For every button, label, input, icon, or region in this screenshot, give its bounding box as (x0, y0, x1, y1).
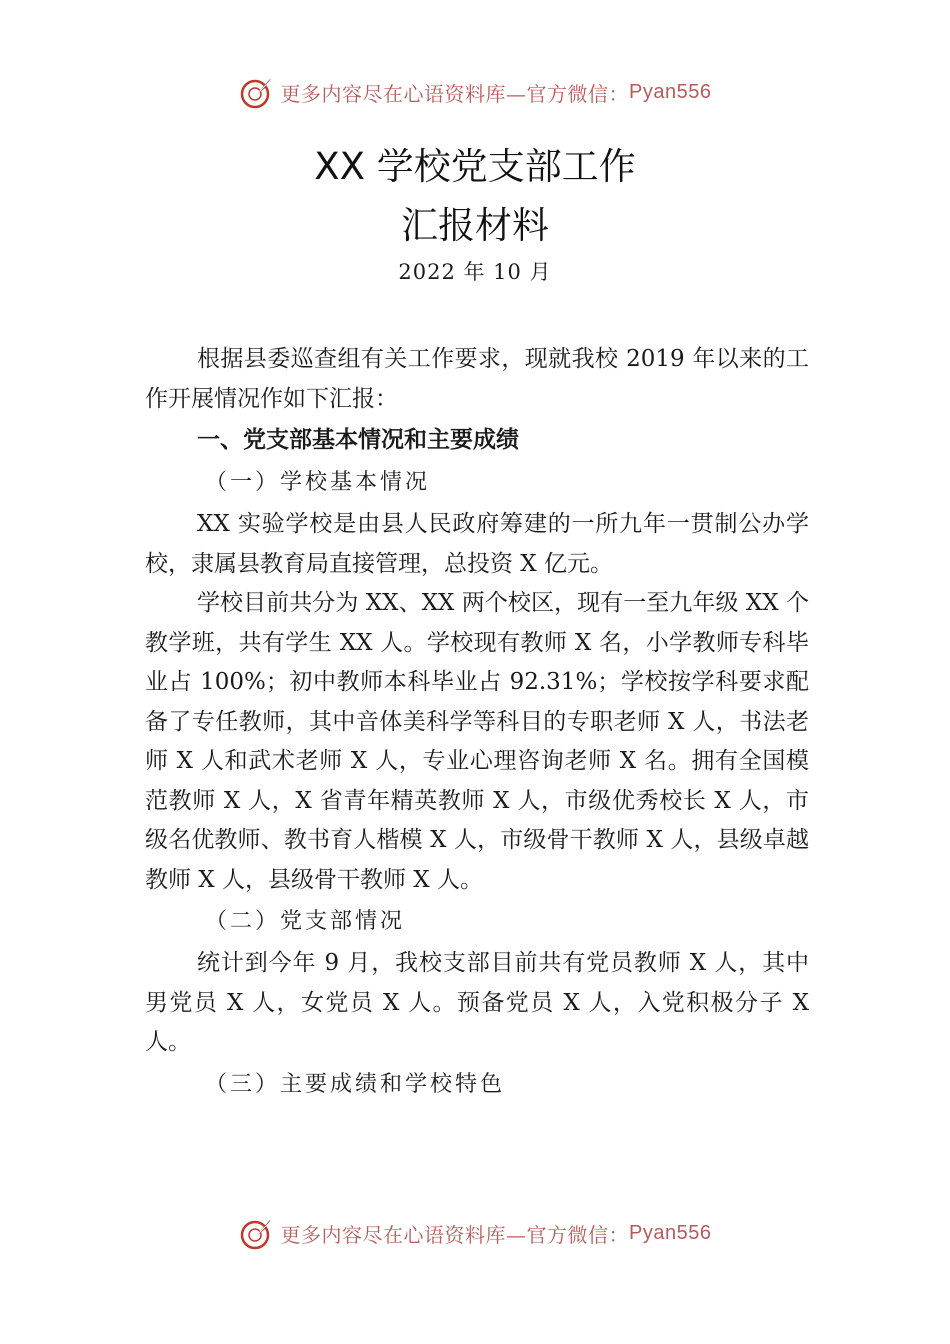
body-paragraph: XX 实验学校是由县人民政府筹建的一所九年一贯制公办学校，隶属县教育局直接管理，总投资 X 亿元。 (145, 511, 809, 577)
subsection-heading: （二）党支部情况 (205, 909, 406, 934)
body-paragraph: 学校目前共分为 XX、XX 两个校区，现有一至九年级 XX 个教学班，共有学生 XX 人。学校现有教师 X 名，小学教师专科毕业占 100%；初中教师本科毕业占 92.31%；学校按学科要求配备了专任教师，其中音体美科学等科目的专职老师 X 人，书法老师 X 人和武术老师 X 人，专业心理咨询老师 X 名。拥有全国模范教师 X 人，X 省青年精英教师 X 人，市级优秀校长 X 人，市级名优教师、教书育人楷模 X 人，市级骨干教师 X 人，县级卓越教师 X 人，县级骨干教师 X 人。 (145, 590, 809, 893)
watermark-text: 更多内容尽在心语资料库—官方微信： (280, 81, 630, 106)
watermark-text: 更多内容尽在心语资料库—官方微信： (280, 1222, 630, 1247)
document-body (145, 340, 809, 1107)
subsection-heading: （一）学校基本情况 (205, 470, 431, 495)
section-heading: 一、党支部基本情况和主要成绩 (197, 427, 519, 453)
body-paragraph: 统计到今年 9 月，我校支部目前共有党员教师 X 人，其中男党员 X 人，女党员 X 人。预备党员 X 人，入党积极分子 X 人。 (145, 950, 809, 1055)
header-watermark-banner (0, 72, 950, 112)
watermark-wechat-id: Pyan556 (629, 80, 712, 103)
document-title-line1: XX 学校党支部工作 (314, 145, 636, 188)
document-title-line2: 汇报材料 (401, 204, 549, 247)
quill-logo-icon (239, 74, 275, 110)
watermark-wechat-id: Pyan556 (629, 1221, 712, 1244)
subsection-heading: （三）主要成绩和学校特色 (205, 1071, 506, 1097)
quill-logo-icon (239, 1215, 275, 1251)
intro-paragraph: 根据县委巡查组有关工作要求，现就我校 2019 年以来的工作开展情况作如下汇报： (145, 346, 809, 412)
document-date: 2022 年 10 月 (398, 260, 552, 284)
footer-watermark-banner (0, 1213, 950, 1253)
